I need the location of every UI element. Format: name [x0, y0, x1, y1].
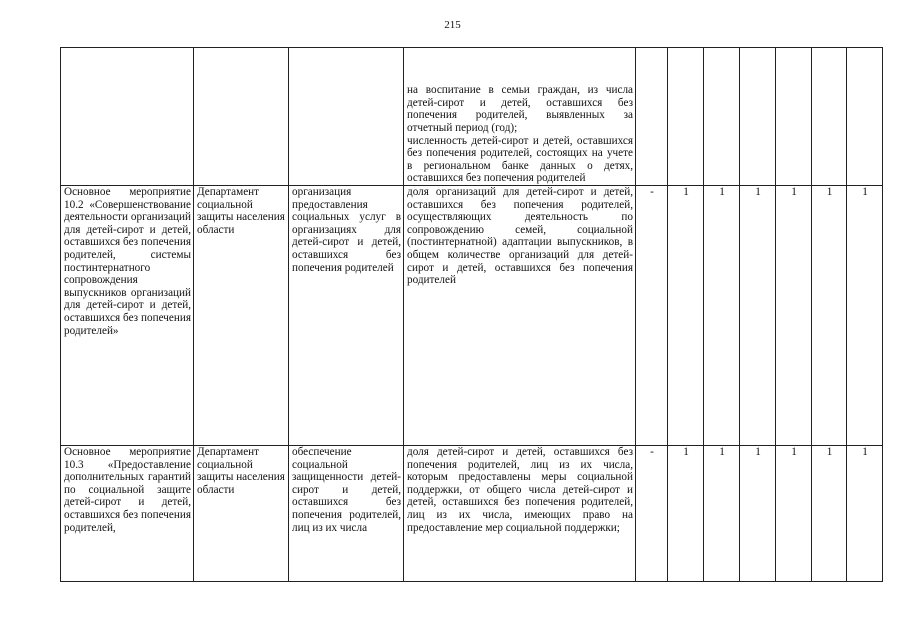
value-cell [776, 48, 812, 186]
value-cell [812, 48, 847, 186]
executor-cell: Департамент социальной защиты населения области [194, 186, 289, 446]
value-cell: - [636, 186, 668, 446]
value-cell: 1 [704, 446, 740, 582]
activity-cell [61, 48, 194, 186]
value-cell: - [636, 446, 668, 582]
value-cell [668, 48, 704, 186]
value-cell [740, 48, 776, 186]
indicator-cell: доля детей-сирот и детей, оставшихся без попечения родителей, лиц из их числа, которым предоставлены меры социальной поддержки, от общего числа детей-сирот и детей, оставшихся без попечения родителей, лиц из их числа, имеющих право на предоставление мер социальной поддержки; [404, 446, 636, 582]
executor-cell [194, 48, 289, 186]
table-row [61, 446, 883, 582]
value-cell: 1 [668, 446, 704, 582]
direction-cell [289, 48, 404, 186]
value-cell: 1 [847, 186, 883, 446]
value-cell: 1 [776, 446, 812, 582]
activity-cell: Основное мероприятие 10.2 «Совершенствование деятельности организаций для детей-сирот и детей, оставшихся без попечения родителей, системы постинтернатного сопровождения выпускников организаций для детей-сирот и детей, оставшихся без попечения родителей» [61, 186, 194, 446]
value-cell [636, 48, 668, 186]
program-table [60, 47, 883, 582]
executor-cell: Департамент социальной защиты населения области [194, 446, 289, 582]
value-cell: 1 [776, 186, 812, 446]
indicator-cell: доля организаций для детей-сирот и детей, оставшихся без попечения родителей, осуществляющих деятельность по сопровождению семей, социальной (постинтернатной) адаптации выпускников, в общем количестве организаций для детей-сирот и детей, оставшихся без попечения родителей [404, 186, 636, 446]
table-row [61, 48, 883, 186]
value-cell: 1 [740, 186, 776, 446]
value-cell: 1 [740, 446, 776, 582]
value-cell [847, 48, 883, 186]
value-cell: 1 [812, 186, 847, 446]
value-cell: 1 [847, 446, 883, 582]
activity-cell: Основное мероприятие 10.3 «Предоставление дополнительных гарантий по социальной защите детей-сирот и детей, оставшихся без попечения родителей, [61, 446, 194, 582]
table-row [61, 186, 883, 446]
value-cell: 1 [704, 186, 740, 446]
value-cell: 1 [668, 186, 704, 446]
indicator-cell: на воспитание в семьи граждан, из числа детей-сирот и детей, оставшихся без попечения родителей, выявленных за отчетный период (год); численность детей-сирот и детей, оставшихся без попечения родителей, состоящих на учете в региональном банке данных о детях, оставшихся без попечения родителей [404, 48, 636, 186]
direction-cell: организация предоставления социальных услуг в организациях для детей-сирот и детей, оставшихся без попечения родителей [289, 186, 404, 446]
direction-cell: обеспечение социальной защищенности детей-сирот и детей, оставшихся без попечения родителей, лиц из их числа [289, 446, 404, 582]
value-cell [704, 48, 740, 186]
value-cell: 1 [812, 446, 847, 582]
page-number: 215 [444, 19, 461, 31]
